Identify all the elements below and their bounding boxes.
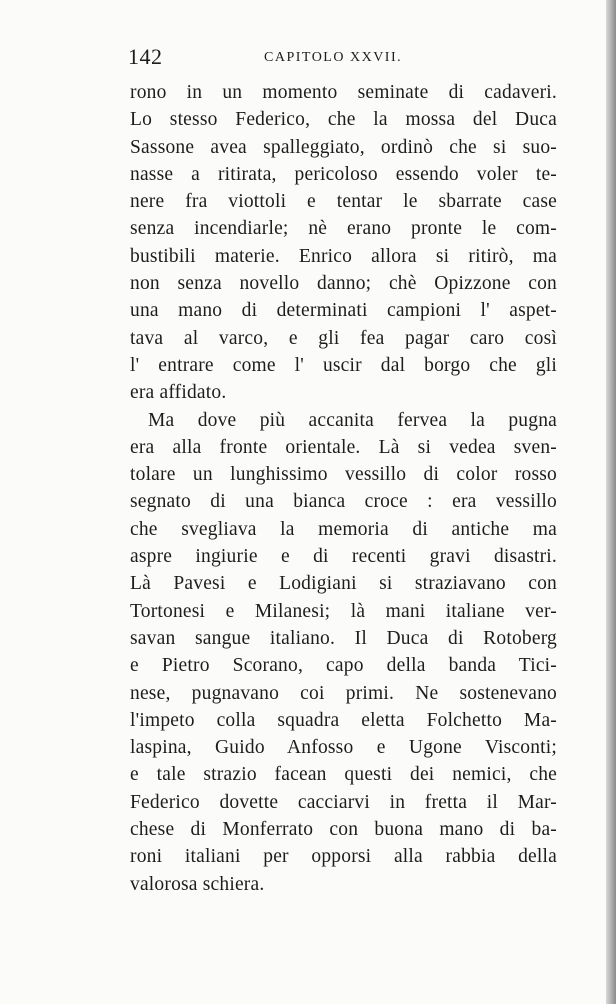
text-line: nese, pugnavano coi primi. Ne sostenevano (130, 682, 557, 704)
text-line: laspina, Guido Anfosso e Ugone Visconti; (130, 737, 557, 759)
page-edge-shadow (606, 0, 616, 1004)
text-line: l'impeto colla squadra eletta Folchetto Ma- (130, 709, 557, 731)
text-line: Lo stesso Federico, che la mossa del Duca (130, 109, 557, 131)
text-line: valorosa schiera. (130, 873, 265, 895)
text-line: tolare un lunghissimo vessillo di color rosso (130, 464, 557, 486)
text-line: non senza novello danno; chè Opizzone con (130, 273, 557, 295)
text-line: nasse a ritirata, pericoloso essendo voler te- (130, 163, 557, 185)
text-line: e tale strazio facean questi dei nemici, che (130, 764, 557, 786)
page-header (128, 44, 558, 70)
text-line: roni italiani per opporsi alla rabbia della (130, 846, 557, 868)
text-line: Sassone avea spalleggiato, ordinò che si suo- (130, 136, 557, 158)
text-line: bustibili materie. Enrico allora si ritirò, ma (130, 245, 557, 267)
text-line: nere fra viottoli e tentar le sbarrate case (130, 191, 557, 213)
text-line: Là Pavesi e Lodigiani si straziavano con (130, 573, 557, 595)
text-line: e Pietro Scorano, capo della banda Tici- (130, 655, 557, 677)
text-line: l' entrare come l' uscir dal borgo che gli (130, 354, 557, 376)
paragraph-2 (130, 407, 557, 898)
text-line: Tortonesi e Milanesi; là mani italiane ver- (130, 600, 557, 622)
text-line: chese di Monferrato con buona mano di ba- (130, 819, 557, 841)
text-line: rono in un momento seminate di cadaveri. (130, 82, 557, 103)
body-text (130, 79, 557, 898)
text-line: aspre ingiurie e di recenti gravi disastri. (130, 546, 557, 568)
text-line: che svegliava la memoria di antiche ma (130, 518, 557, 540)
paragraph-1 (130, 79, 557, 407)
text-line: savan sangue italiano. Il Duca di Rotoberg (130, 627, 557, 649)
text-line: era affidato. (130, 382, 227, 404)
text-line: Ma dove più accanita fervea la pugna (148, 409, 557, 431)
text-line: Federico dovette cacciarvi in fretta il Mar- (130, 791, 557, 813)
text-line: una mano di determinati campioni l' aspet- (130, 300, 557, 322)
text-line: senza incendiarle; nè erano pronte le com- (130, 218, 557, 240)
page-number: 142 (128, 44, 163, 69)
text-line: era alla fronte orientale. Là si vedea sven- (130, 436, 557, 458)
running-head: CAPITOLO XXVII. (264, 50, 403, 65)
text-line: tava al varco, e gli fea pagar caro così (130, 327, 557, 349)
text-line: segnato di una bianca croce : era vessillo (130, 491, 557, 513)
